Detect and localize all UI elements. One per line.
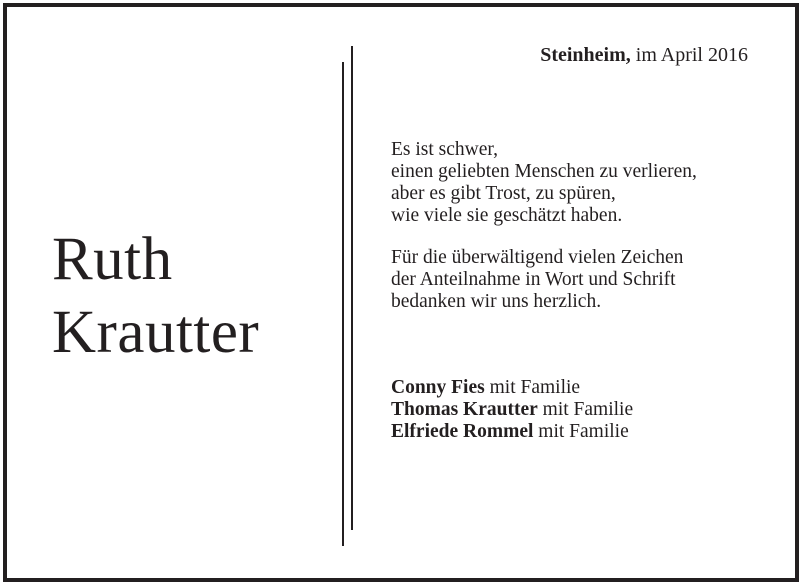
vertical-divider-left [342, 62, 344, 546]
paragraph-line: einen geliebten Menschen zu verlieren, [391, 161, 697, 182]
deceased-name [52, 223, 259, 369]
signer-name: Conny Fies [391, 377, 485, 398]
dateline [540, 44, 748, 67]
dateline-place: Steinheim, [540, 44, 631, 66]
signer-line [391, 399, 633, 421]
condolence-paragraph [391, 139, 697, 227]
signer-suffix: mit Familie [489, 377, 581, 398]
signer-suffix: mit Familie [538, 421, 629, 442]
signer-name: Elfriede Rommel [391, 421, 534, 442]
paragraph-line: der Anteilnahme in Wort und Schrift [391, 269, 676, 290]
paragraph-line: aber es gibt Trost, zu spüren, [391, 183, 616, 204]
paragraph-line: bedanken wir uns herzlich. [391, 291, 602, 312]
signer-line [391, 421, 633, 443]
paragraph-line: wie viele sie geschätzt haben. [391, 205, 623, 226]
thanks-paragraph [391, 247, 683, 313]
signer-suffix: mit Familie [542, 399, 634, 420]
signer-name: Thomas Krautter [391, 399, 538, 420]
paragraph-line: Es ist schwer, [391, 139, 498, 160]
signer-line [391, 377, 633, 399]
paragraph-line: Für die überwältigend vielen Zeichen [391, 247, 684, 268]
deceased-last-name: Krautter [52, 299, 260, 366]
signers-list [391, 377, 633, 443]
deceased-first-name: Ruth [52, 226, 173, 293]
dateline-date: im April 2016 [635, 44, 748, 66]
vertical-divider-right [351, 46, 353, 530]
